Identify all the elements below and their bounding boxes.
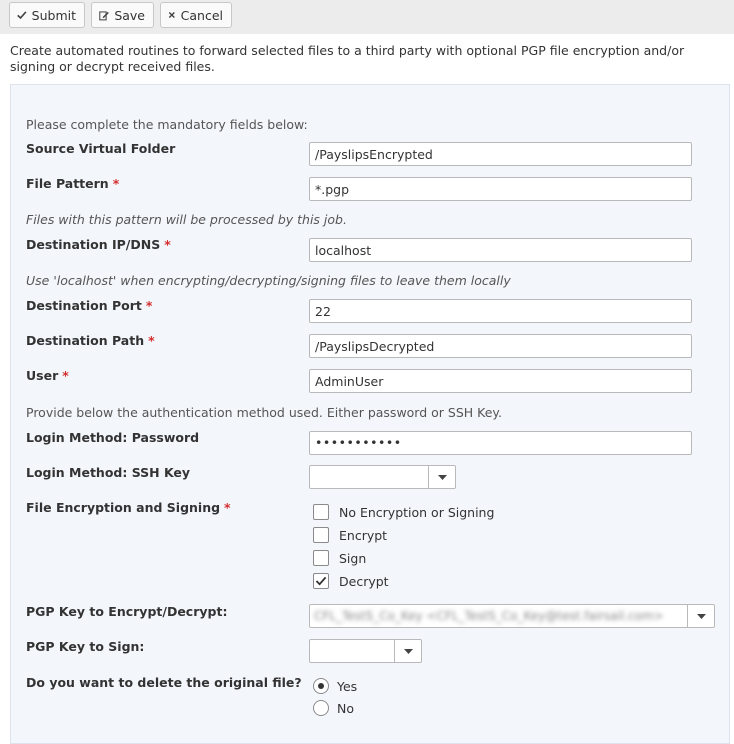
destination-path-input[interactable] bbox=[309, 334, 692, 358]
delete-no-radio[interactable] bbox=[313, 700, 329, 716]
pgp-encrypt-key-dropdown-button[interactable] bbox=[687, 605, 714, 627]
file-pattern-label-text: File Pattern bbox=[26, 176, 109, 191]
radio-selected-dot bbox=[318, 683, 324, 689]
mandatory-note: Please complete the mandatory fields below: bbox=[26, 117, 308, 132]
file-pattern-input[interactable] bbox=[309, 177, 692, 201]
destination-port-label-text: Destination Port bbox=[26, 298, 142, 313]
pgp-encrypt-key-select[interactable] bbox=[309, 604, 715, 628]
destination-path-label bbox=[26, 333, 155, 348]
destination-path-label-text: Destination Path bbox=[26, 333, 145, 348]
pgp-encrypt-key-label: PGP Key to Encrypt/Decrypt: bbox=[26, 604, 228, 619]
submit-label: Submit bbox=[31, 7, 76, 23]
decrypt-checkbox[interactable] bbox=[313, 573, 329, 589]
close-icon bbox=[168, 9, 176, 21]
toolbar bbox=[0, 0, 734, 34]
encrypt-checkbox[interactable] bbox=[313, 527, 329, 543]
encryption-label-text: File Encryption and Signing bbox=[26, 500, 221, 515]
required-marker: * bbox=[62, 368, 69, 383]
pgp-sign-key-dropdown-button[interactable] bbox=[394, 640, 421, 662]
ssh-key-select[interactable] bbox=[309, 465, 456, 489]
encrypt-option-label: Encrypt bbox=[339, 528, 388, 543]
user-input[interactable] bbox=[309, 369, 692, 393]
chevron-down-icon bbox=[438, 475, 447, 480]
submit-button[interactable] bbox=[9, 2, 85, 28]
login-password-input[interactable]: ••••••••••• bbox=[309, 431, 692, 455]
required-marker: * bbox=[148, 333, 155, 348]
sign-checkbox[interactable] bbox=[313, 550, 329, 566]
decrypt-option-label: Decrypt bbox=[339, 574, 389, 589]
destination-port-input[interactable] bbox=[309, 299, 692, 323]
user-label-text: User bbox=[26, 368, 59, 383]
form-panel bbox=[10, 84, 730, 744]
destination-port-label bbox=[26, 298, 152, 313]
required-marker: * bbox=[164, 237, 171, 252]
login-password-label: Login Method: Password bbox=[26, 430, 200, 445]
source-folder-input[interactable] bbox=[309, 142, 692, 166]
auth-note: Provide below the authentication method used. Either password or SSH Key. bbox=[26, 405, 502, 420]
file-pattern-hint: Files with this pattern will be processed by this job. bbox=[26, 212, 347, 227]
delete-original-label: Do you want to delete the original file? bbox=[26, 675, 302, 690]
no-encryption-option-label: No Encryption or Signing bbox=[339, 505, 495, 520]
destination-ip-label-text: Destination IP/DNS bbox=[26, 237, 161, 252]
no-encryption-checkbox[interactable] bbox=[313, 504, 329, 520]
check-icon bbox=[315, 575, 327, 587]
pgp-sign-key-value bbox=[310, 640, 394, 662]
cancel-label: Cancel bbox=[180, 7, 223, 23]
edit-icon bbox=[99, 9, 109, 22]
login-ssh-key-label: Login Method: SSH Key bbox=[26, 465, 191, 480]
destination-ip-input[interactable] bbox=[309, 238, 692, 262]
delete-no-label: No bbox=[337, 701, 354, 716]
ssh-key-value bbox=[310, 466, 428, 488]
intro-text: Create automated routines to forward selected files to a third party with optional PGP file encryption and/or signing or decrypt received files. bbox=[10, 43, 685, 74]
checkmark-icon bbox=[17, 9, 27, 21]
save-label: Save bbox=[114, 7, 145, 23]
required-marker: * bbox=[224, 500, 231, 515]
pgp-encrypt-key-value: CFL_TestS_Co_Key <CFL_TestS_Co_Key@test.fairsail.com> bbox=[314, 609, 664, 623]
encryption-label bbox=[26, 500, 231, 515]
destination-ip-label bbox=[26, 237, 171, 252]
source-folder-label: Source Virtual Folder bbox=[26, 141, 176, 156]
required-marker: * bbox=[112, 176, 120, 191]
pgp-sign-key-select[interactable] bbox=[309, 639, 422, 663]
delete-yes-label: Yes bbox=[337, 679, 358, 694]
save-button[interactable] bbox=[91, 2, 154, 28]
destination-ip-hint: Use 'localhost' when encrypting/decrypting/signing files to leave them locally bbox=[26, 273, 511, 288]
file-pattern-label bbox=[26, 176, 119, 191]
cancel-button[interactable] bbox=[160, 2, 232, 28]
user-label bbox=[26, 368, 69, 383]
ssh-key-dropdown-button[interactable] bbox=[428, 466, 455, 488]
required-marker: * bbox=[145, 298, 153, 313]
chevron-down-icon bbox=[404, 649, 413, 654]
chevron-down-icon bbox=[697, 614, 706, 619]
pgp-sign-key-label: PGP Key to Sign: bbox=[26, 639, 145, 654]
delete-yes-radio[interactable] bbox=[313, 678, 329, 694]
sign-option-label: Sign bbox=[339, 551, 367, 566]
